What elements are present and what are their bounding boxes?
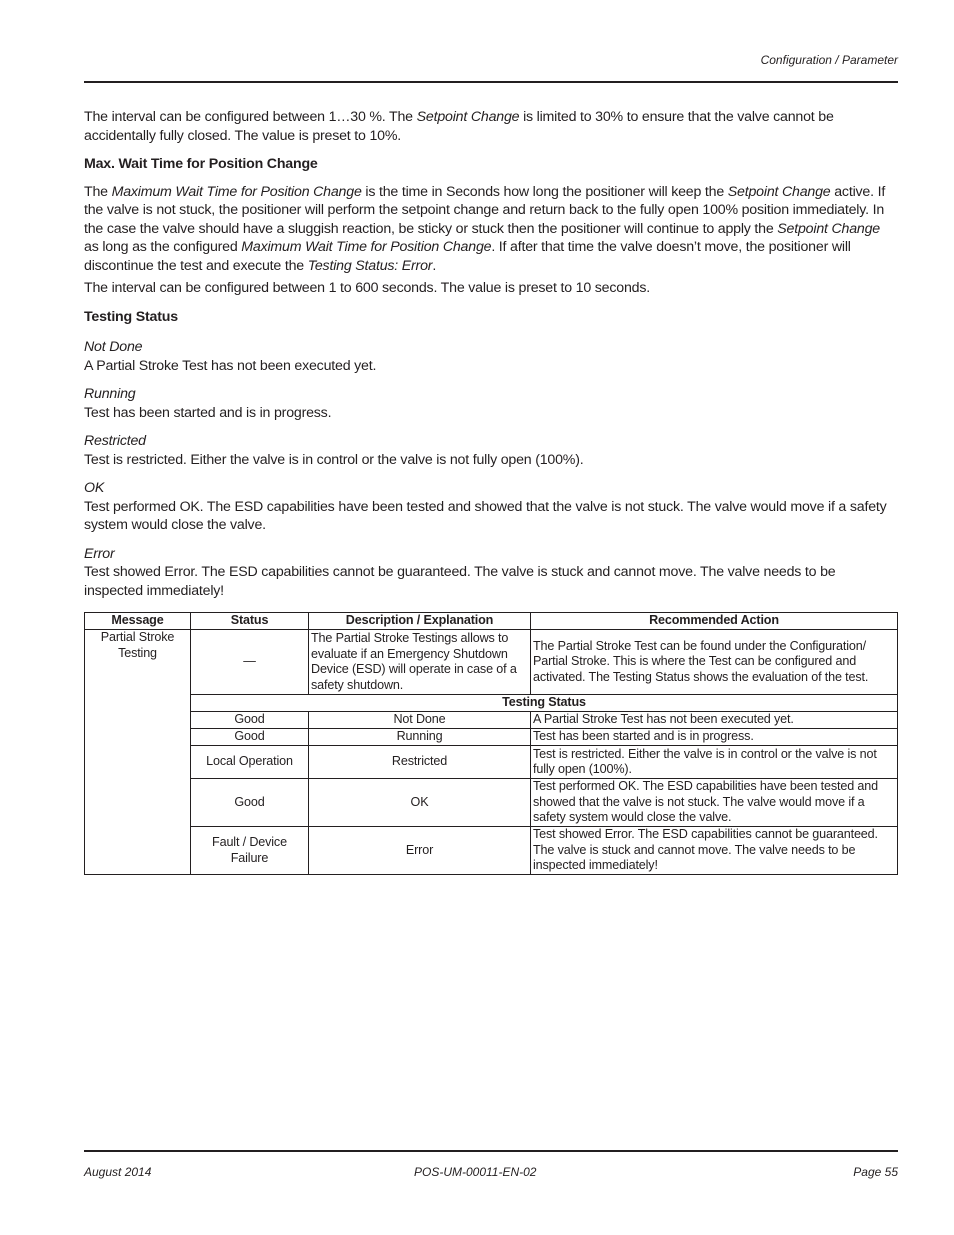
description-cell: Running	[309, 729, 531, 746]
footer-date: August 2014	[84, 1165, 152, 1179]
table-row	[85, 779, 898, 827]
column-header-message: Message	[85, 613, 191, 630]
status-term: Restricted	[84, 433, 146, 449]
intro-text-c: is limited to 30% to ensure that the valve cannot be accidentally fully closed. The value is preset to 10%.	[84, 109, 834, 144]
status-description: A Partial Stroke Test has not been executed yet.	[84, 357, 377, 374]
wait-text-10: Testing Status: Error	[307, 257, 433, 274]
status-table	[84, 612, 898, 875]
status-cell: Fault / Device Failure	[191, 827, 309, 875]
page-body	[84, 108, 898, 610]
wait-interval-paragraph: The interval can be configured between 1 to 600 seconds. The value is preset to 10 seconds.	[84, 280, 650, 296]
status-description: Test has been started and is in progress.	[84, 404, 332, 421]
status-cell: —	[191, 630, 309, 695]
action-cell: A Partial Stroke Test has not been executed yet.	[531, 712, 898, 729]
action-cell: Test showed Error. The ESD capabilities cannot be guaranteed. The valve is stuck and cannot move. The valve needs to be inspected immediately!	[531, 827, 898, 875]
table-row	[85, 630, 898, 695]
status-cell: Good	[191, 779, 309, 827]
status-cell: Good	[191, 729, 309, 746]
action-cell: Test is restricted. Either the valve is in control or the valve is not fully open (100%).	[531, 746, 898, 779]
wait-text-4: Setpoint Change	[727, 183, 831, 200]
running-header: Configuration / Parameter	[760, 53, 898, 67]
table-row	[85, 746, 898, 779]
column-header-description: Description / Explanation	[309, 613, 531, 630]
wait-time-paragraph	[84, 183, 898, 276]
testing-status-heading: Testing Status	[84, 308, 178, 325]
status-item-running	[84, 385, 898, 422]
intro-text-a: The interval can be configured between 1…30 %. The	[84, 109, 417, 125]
status-cell: Local Operation	[191, 746, 309, 779]
action-cell: The Partial Stroke Test can be found under the Configuration/ Partial Stroke. This is where the Test can be configured and activated. The Testing Status shows the evaluation of the test.	[531, 630, 898, 695]
intro-paragraph	[84, 108, 898, 145]
table-row	[85, 712, 898, 729]
description-cell: Error	[309, 827, 531, 875]
description-cell: Restricted	[309, 746, 531, 779]
wait-text-3: is the time in Seconds how long the positioner will keep the	[361, 183, 728, 200]
intro-text-b: Setpoint Change	[416, 109, 520, 125]
action-cell: Test has been started and is in progress.	[531, 729, 898, 746]
status-term: Running	[84, 386, 136, 402]
footer-doc-id: POS-UM-00011-EN-02	[414, 1165, 537, 1179]
footer-page-number: Page 55	[853, 1165, 898, 1179]
wait-text-7: as long as the configured	[84, 239, 242, 255]
wait-text-11: .	[432, 257, 437, 274]
wait-text-9: . If after that time the valve doesn’t move, the positioner will discontinue the test and execute the	[84, 239, 851, 274]
table-header-row	[85, 613, 898, 630]
status-description: Test showed Error. The ESD capabilities cannot be guaranteed. The valve is stuck and cannot move. The valve needs to be inspected immediately!	[84, 564, 836, 599]
status-item-ok	[84, 479, 898, 535]
description-cell: The Partial Stroke Testings allows to evaluate if an Emergency Shutdown Device (ESD) will operate in case of a safety shutdown.	[309, 630, 531, 695]
status-item-not-done	[84, 338, 898, 375]
status-item-error	[84, 545, 898, 601]
column-header-status: Status	[191, 613, 309, 630]
column-header-action: Recommended Action	[531, 613, 898, 630]
table-row	[85, 827, 898, 875]
status-term: OK	[84, 480, 105, 496]
message-cell: Partial Stroke Testing	[85, 630, 191, 875]
footer-rule	[84, 1150, 898, 1152]
wait-text-6: Setpoint Change	[777, 220, 880, 237]
description-cell: Not Done	[309, 712, 531, 729]
wait-text-1: The	[84, 183, 112, 200]
testing-status-subheading: Testing Status	[191, 695, 898, 712]
status-cell: Good	[191, 712, 309, 729]
description-cell: OK	[309, 779, 531, 827]
table-subheader-row	[85, 695, 898, 712]
wait-text-8: Maximum Wait Time for Position Change	[241, 239, 492, 255]
status-description: Test performed OK. The ESD capabilities have been tested and showed that the valve is not stuck. The valve would move if a safety system would close the valve.	[84, 498, 887, 533]
wait-time-heading: Max. Wait Time for Position Change	[84, 156, 318, 172]
status-item-restricted	[84, 432, 898, 469]
table-row	[85, 729, 898, 746]
status-term: Not Done	[84, 339, 143, 355]
header-rule	[84, 81, 898, 83]
status-term: Error	[84, 545, 115, 562]
wait-text-2: Maximum Wait Time for Position Change	[111, 183, 362, 200]
status-description: Test is restricted. Either the valve is in control or the valve is not fully open (100%).	[84, 451, 584, 468]
action-cell: Test performed OK. The ESD capabilities have been tested and showed that the valve is not stuck. The valve would move if a safety system would close the valve.	[531, 779, 898, 827]
wait-text-5: active. If the valve is not stuck, the positioner will perform the setpoint change and return back to the fully open 100% position immediately. In the case the valve should have a sluggish reaction, be sticky or stuck then the positioner will continue to apply the	[84, 183, 886, 237]
